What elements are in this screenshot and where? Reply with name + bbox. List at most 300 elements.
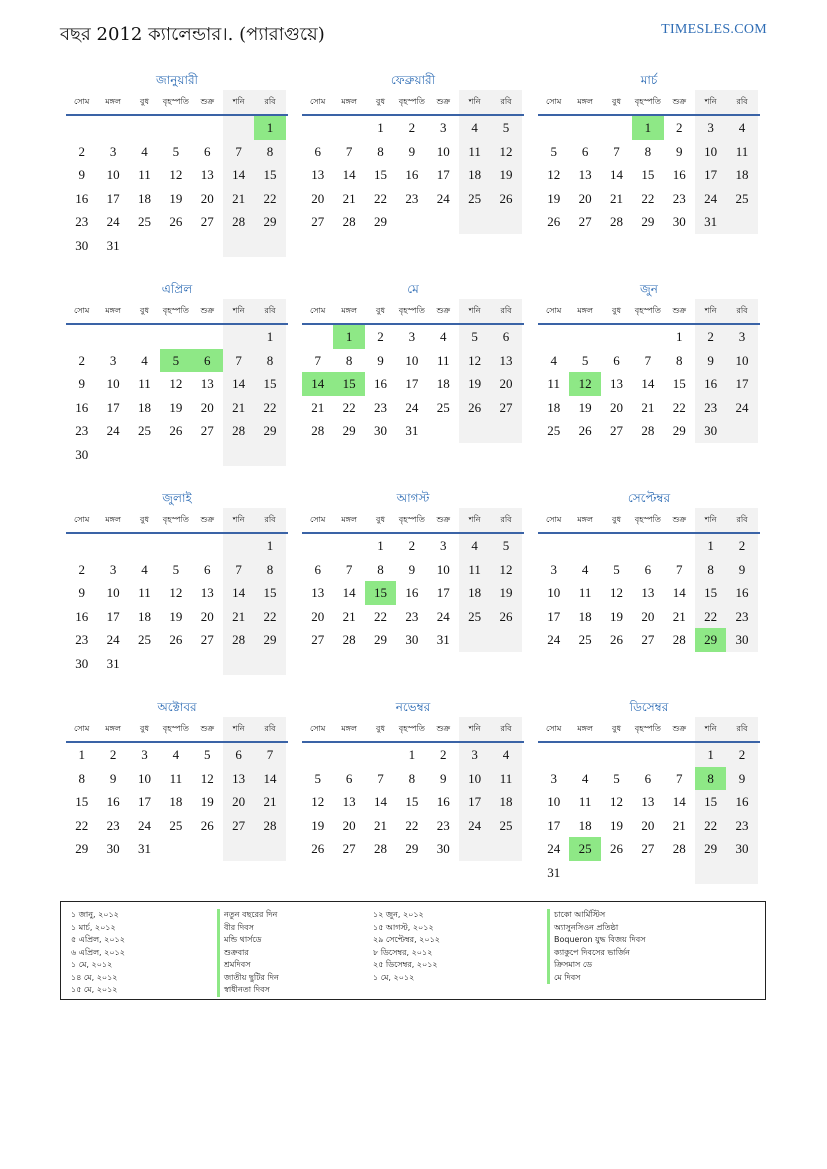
- month-name: মার্চ: [640, 73, 658, 87]
- day-cell: 12: [169, 585, 183, 600]
- day-cell: 31: [106, 237, 120, 253]
- day-cell: 18: [137, 399, 151, 415]
- day-cell: 22: [75, 817, 89, 833]
- day-cell: 2: [377, 329, 384, 344]
- day-cell: 30: [695, 419, 726, 443]
- empty-cell: [726, 419, 757, 443]
- day-cell: 30: [75, 446, 89, 462]
- day-cell: 30: [75, 237, 89, 253]
- month-calendar: [66, 70, 288, 257]
- day-cell: 10: [106, 376, 120, 391]
- day-cell: 14: [223, 581, 254, 605]
- day-cell: 1: [408, 747, 416, 762]
- day-cell: 20: [609, 399, 623, 415]
- holiday-day-cell: 1: [254, 116, 285, 140]
- day-cell: 19: [169, 190, 183, 206]
- day-cell: 16: [436, 794, 450, 809]
- day-cell: 8: [254, 558, 285, 582]
- day-cell: 20: [223, 790, 254, 814]
- day-cell: 19: [609, 817, 623, 833]
- day-cell: 29: [373, 632, 387, 647]
- empty-cell: [538, 325, 569, 349]
- weekday-label: শুক্র: [672, 724, 687, 733]
- day-cell: 1: [377, 538, 384, 553]
- day-cell: 20: [342, 817, 356, 833]
- weekday-label: রবি: [254, 508, 285, 532]
- weekday-label: বুধ: [140, 306, 149, 315]
- day-cell: 9: [408, 561, 416, 577]
- day-cell: 18: [137, 190, 151, 206]
- day-cell: 18: [490, 790, 521, 814]
- empty-cell: [459, 628, 490, 652]
- legend-names-left: [217, 909, 279, 997]
- day-cell: 8: [254, 140, 285, 164]
- day-cell: 16: [726, 790, 757, 814]
- day-cell: 30: [405, 632, 419, 647]
- day-cell: 11: [490, 767, 521, 791]
- day-cell: 29: [405, 841, 419, 856]
- empty-cell: [192, 837, 223, 861]
- day-cell: 24: [547, 632, 561, 647]
- day-cell: 5: [459, 325, 490, 349]
- day-cell: 4: [459, 534, 490, 558]
- day-cell: 7: [613, 143, 620, 159]
- day-cell: 26: [200, 817, 214, 833]
- empty-cell: [664, 743, 695, 767]
- day-cell: 17: [106, 608, 120, 624]
- weekday-header: [66, 90, 288, 116]
- empty-cell: [632, 325, 663, 349]
- day-cell: 28: [672, 632, 686, 647]
- weekday-header: [302, 90, 524, 116]
- month-calendar: [302, 488, 524, 652]
- day-cell: 12: [169, 167, 183, 182]
- weekday-label: শনি: [459, 90, 490, 114]
- day-cell: 15: [405, 794, 419, 809]
- day-cell: 15: [695, 790, 726, 814]
- day-cell: 29: [641, 214, 655, 229]
- weekday-label: বুধ: [376, 97, 385, 106]
- empty-cell: [664, 861, 695, 885]
- day-cell: 15: [254, 372, 285, 396]
- weekday-label: শনি: [695, 90, 726, 114]
- day-cell: 23: [672, 190, 686, 206]
- day-cell: 11: [138, 585, 151, 600]
- day-cell: 24: [137, 817, 151, 833]
- day-cell: 3: [459, 743, 490, 767]
- day-cell: 14: [373, 794, 387, 809]
- weekday-label: সোম: [310, 306, 326, 315]
- empty-cell: [459, 837, 490, 861]
- weekday-label: রবি: [490, 717, 521, 741]
- empty-cell: [333, 534, 364, 558]
- empty-cell: [365, 743, 396, 767]
- day-cell: 13: [311, 167, 325, 182]
- weekday-label: শনি: [695, 508, 726, 532]
- day-grid: [302, 743, 524, 861]
- day-cell: 8: [78, 770, 85, 786]
- day-cell: 11: [169, 770, 183, 786]
- day-cell: 29: [373, 214, 387, 229]
- day-cell: 6: [223, 743, 254, 767]
- day-cell: 28: [223, 419, 254, 443]
- weekday-label: শনি: [695, 717, 726, 741]
- day-cell: 4: [141, 561, 148, 577]
- day-cell: 14: [223, 372, 254, 396]
- day-cell: 10: [137, 770, 151, 786]
- legend-entry: চাকো আর্মিস্টিস: [547, 909, 645, 922]
- weekday-label: বৃহস্পতি: [398, 306, 425, 315]
- day-cell: 24: [726, 396, 757, 420]
- holiday-day-cell: 6: [192, 349, 223, 373]
- empty-cell: [601, 534, 632, 558]
- month-name: এপ্রিল: [161, 282, 193, 296]
- day-cell: 9: [109, 770, 117, 786]
- day-cell: 28: [254, 814, 285, 838]
- empty-cell: [192, 325, 223, 349]
- weekday-label: শুক্র: [436, 306, 451, 315]
- day-cell: 10: [106, 585, 120, 600]
- day-cell: 31: [405, 423, 419, 438]
- day-cell: 26: [169, 214, 183, 229]
- empty-cell: [569, 325, 600, 349]
- day-cell: 22: [695, 605, 726, 629]
- day-cell: 7: [676, 561, 683, 577]
- day-grid: [302, 116, 524, 234]
- weekday-header: [66, 717, 288, 743]
- day-cell: 27: [641, 632, 655, 647]
- day-cell: 4: [459, 116, 490, 140]
- day-cell: 27: [641, 841, 655, 856]
- day-cell: 27: [609, 423, 623, 438]
- month-name: নভেম্বর: [395, 700, 431, 714]
- day-cell: 19: [547, 190, 561, 206]
- day-cell: 2: [78, 143, 85, 159]
- empty-cell: [632, 743, 663, 767]
- weekday-label: বুধ: [140, 724, 149, 733]
- month-calendar: [538, 70, 760, 234]
- empty-cell: [302, 325, 333, 349]
- day-cell: 22: [373, 608, 387, 624]
- day-cell: 4: [581, 770, 589, 786]
- weekday-label: শুক্র: [672, 515, 687, 524]
- day-cell: 25: [459, 187, 490, 211]
- day-cell: 10: [106, 167, 120, 182]
- day-cell: 24: [106, 214, 120, 229]
- day-cell: 21: [223, 396, 254, 420]
- weekday-label: বৃহস্পতি: [398, 97, 425, 106]
- day-cell: 29: [695, 837, 726, 861]
- day-cell: 24: [459, 814, 490, 838]
- day-cell: 26: [490, 605, 521, 629]
- day-cell: 11: [436, 352, 450, 368]
- weekday-header: [538, 90, 760, 116]
- day-cell: 19: [459, 372, 490, 396]
- day-cell: 7: [644, 352, 652, 368]
- empty-cell: [726, 861, 757, 885]
- day-cell: 7: [345, 561, 353, 577]
- legend-entry: ক্যাকুপে দিবসের ভার্জিন: [547, 947, 645, 960]
- day-grid: [302, 325, 524, 443]
- weekday-header: [302, 508, 524, 534]
- day-cell: 23: [75, 214, 89, 229]
- empty-cell: [601, 743, 632, 767]
- weekday-label: মঙ্গল: [577, 306, 593, 315]
- day-cell: 5: [550, 143, 557, 159]
- empty-cell: [459, 419, 490, 443]
- legend-entry: ১ মে, ২০১২: [373, 972, 415, 982]
- weekday-label: রবি: [490, 508, 521, 532]
- empty-cell: [490, 628, 521, 652]
- day-cell: 7: [314, 352, 321, 368]
- day-grid: [66, 325, 288, 466]
- day-cell: 8: [345, 352, 353, 368]
- empty-cell: [160, 534, 191, 558]
- empty-cell: [302, 116, 333, 140]
- day-cell: 21: [311, 399, 325, 415]
- day-cell: 1: [695, 743, 726, 767]
- day-cell: 3: [109, 143, 117, 159]
- weekday-label: বৃহস্পতি: [634, 515, 661, 524]
- day-cell: 7: [377, 770, 384, 786]
- day-cell: 17: [106, 399, 120, 415]
- weekday-label: মঙ্গল: [105, 515, 121, 524]
- day-cell: 26: [169, 632, 183, 647]
- month-calendar: [302, 70, 524, 234]
- day-cell: 14: [641, 376, 655, 391]
- day-cell: 16: [75, 399, 89, 415]
- day-cell: 16: [373, 376, 387, 391]
- holiday-day-cell: 15: [365, 581, 396, 605]
- day-cell: 24: [106, 632, 120, 647]
- weekday-label: শনি: [459, 508, 490, 532]
- weekday-label: সোম: [546, 306, 562, 315]
- day-cell: 21: [342, 190, 356, 206]
- day-grid: [66, 116, 288, 257]
- day-cell: 4: [141, 352, 148, 368]
- empty-cell: [569, 116, 600, 140]
- holiday-day-cell: 5: [160, 349, 191, 373]
- day-cell: 19: [490, 581, 521, 605]
- weekday-header: [302, 717, 524, 743]
- holiday-day-cell: 1: [333, 325, 364, 349]
- day-cell: 25: [137, 214, 151, 229]
- empty-cell: [428, 210, 459, 234]
- day-cell: 3: [550, 561, 557, 577]
- day-cell: 25: [436, 399, 450, 415]
- weekday-label: সোম: [74, 515, 90, 524]
- day-cell: 3: [141, 747, 148, 762]
- day-cell: 14: [342, 585, 356, 600]
- day-cell: 21: [672, 817, 686, 833]
- day-cell: 6: [314, 561, 321, 577]
- day-cell: 29: [342, 423, 356, 438]
- weekday-label: বুধ: [376, 306, 385, 315]
- site-link[interactable]: TIMESLES.COM: [661, 22, 767, 37]
- day-cell: 19: [609, 608, 623, 624]
- day-cell: 31: [137, 841, 151, 856]
- empty-cell: [223, 837, 254, 861]
- day-cell: 22: [254, 396, 285, 420]
- day-cell: 10: [436, 143, 450, 159]
- empty-cell: [601, 861, 632, 885]
- day-cell: 16: [726, 581, 757, 605]
- day-cell: 20: [641, 608, 655, 624]
- day-cell: 25: [459, 605, 490, 629]
- day-cell: 28: [223, 210, 254, 234]
- day-cell: 12: [609, 585, 623, 600]
- day-cell: 9: [408, 143, 416, 159]
- weekday-label: শুক্র: [200, 97, 215, 106]
- month-calendar: [302, 279, 524, 443]
- day-cell: 17: [436, 167, 450, 182]
- empty-cell: [129, 325, 160, 349]
- day-cell: 24: [695, 187, 726, 211]
- day-cell: 18: [169, 794, 183, 809]
- day-cell: 24: [106, 423, 120, 438]
- weekday-label: রবি: [490, 299, 521, 323]
- day-cell: 8: [695, 558, 726, 582]
- weekday-header: [66, 508, 288, 534]
- day-cell: 25: [547, 423, 561, 438]
- day-cell: 20: [490, 372, 521, 396]
- day-cell: 26: [459, 396, 490, 420]
- month-name: আগস্ট: [396, 491, 430, 505]
- day-cell: 12: [169, 376, 183, 391]
- day-cell: 23: [373, 399, 387, 415]
- day-cell: 16: [75, 190, 89, 206]
- day-cell: 16: [405, 585, 419, 600]
- day-cell: 4: [581, 561, 589, 577]
- day-cell: 18: [726, 163, 757, 187]
- day-cell: 15: [254, 163, 285, 187]
- day-cell: 17: [547, 817, 561, 833]
- weekday-label: শনি: [459, 299, 490, 323]
- empty-cell: [538, 743, 569, 767]
- day-cell: 20: [311, 608, 325, 624]
- day-cell: 3: [408, 329, 416, 344]
- day-cell: 20: [200, 399, 214, 415]
- day-cell: 26: [311, 841, 325, 856]
- day-cell: 30: [75, 655, 89, 671]
- day-cell: 27: [311, 214, 325, 229]
- weekday-label: শুক্র: [200, 515, 215, 524]
- day-cell: 7: [676, 770, 683, 786]
- weekday-label: সোম: [310, 515, 326, 524]
- day-cell: 8: [408, 770, 416, 786]
- day-cell: 1: [254, 325, 285, 349]
- day-cell: 17: [726, 372, 757, 396]
- month-name: সেপ্টেম্বর: [627, 491, 671, 505]
- day-cell: 6: [581, 143, 589, 159]
- day-cell: 20: [200, 190, 214, 206]
- empty-cell: [254, 837, 285, 861]
- day-cell: 2: [726, 534, 757, 558]
- day-cell: 8: [254, 349, 285, 373]
- day-cell: 27: [200, 632, 214, 647]
- day-cell: 9: [726, 767, 757, 791]
- day-cell: 29: [254, 628, 285, 652]
- day-cell: 24: [405, 399, 419, 415]
- day-cell: 1: [78, 747, 85, 762]
- day-cell: 8: [676, 352, 683, 368]
- weekday-label: মঙ্গল: [577, 724, 593, 733]
- day-cell: 11: [459, 140, 490, 164]
- day-cell: 28: [223, 628, 254, 652]
- day-cell: 20: [641, 817, 655, 833]
- day-cell: 12: [311, 794, 325, 809]
- day-cell: 13: [641, 794, 655, 809]
- day-cell: 31: [547, 864, 561, 880]
- empty-cell: [192, 534, 223, 558]
- weekday-label: মঙ্গল: [341, 97, 357, 106]
- weekday-label: মঙ্গল: [105, 724, 121, 733]
- day-cell: 23: [75, 632, 89, 647]
- legend-entry: ৮ ডিসেম্বর, ২০১২: [373, 947, 433, 957]
- day-cell: 7: [223, 349, 254, 373]
- empty-cell: [223, 234, 254, 258]
- day-cell: 6: [314, 143, 321, 159]
- day-cell: 28: [342, 632, 356, 647]
- weekday-label: মঙ্গল: [341, 515, 357, 524]
- legend-entry: ১ মে, ২০১২: [71, 960, 113, 969]
- day-cell: 18: [459, 163, 490, 187]
- day-cell: 29: [254, 419, 285, 443]
- empty-cell: [129, 534, 160, 558]
- empty-cell: [254, 443, 285, 467]
- day-cell: 5: [581, 352, 589, 368]
- day-cell: 18: [578, 817, 592, 833]
- weekday-label: মঙ্গল: [105, 306, 121, 315]
- day-cell: 28: [641, 423, 655, 438]
- month-name: জুলাই: [162, 491, 192, 505]
- day-cell: 15: [75, 794, 89, 809]
- day-cell: 6: [644, 561, 652, 577]
- weekday-label: বুধ: [140, 515, 149, 524]
- day-cell: 28: [672, 841, 686, 856]
- day-cell: 3: [440, 120, 447, 135]
- day-cell: 25: [169, 817, 183, 833]
- day-cell: 6: [613, 352, 620, 368]
- day-cell: 23: [106, 817, 120, 833]
- day-cell: 6: [345, 770, 353, 786]
- day-cell: 6: [204, 561, 211, 577]
- empty-cell: [223, 443, 254, 467]
- day-cell: 2: [676, 120, 683, 135]
- day-cell: 15: [373, 167, 387, 182]
- day-cell: 13: [223, 767, 254, 791]
- month-name: জানুয়ারী: [156, 73, 198, 87]
- day-cell: 12: [547, 167, 561, 182]
- empty-cell: [302, 534, 333, 558]
- day-cell: 23: [405, 608, 419, 624]
- day-cell: 26: [609, 632, 623, 647]
- weekday-label: রবি: [490, 90, 521, 114]
- day-cell: 30: [726, 628, 757, 652]
- empty-cell: [160, 116, 191, 140]
- day-cell: 22: [695, 814, 726, 838]
- weekday-label: শুক্র: [200, 306, 215, 315]
- day-cell: 7: [223, 558, 254, 582]
- legend-entry: ৫ এপ্রিল, ২০১২: [71, 935, 125, 944]
- day-cell: 8: [644, 143, 652, 159]
- empty-cell: [160, 652, 191, 676]
- legend-entry: ১৫ মে, ২০১২: [71, 985, 118, 994]
- day-cell: 24: [547, 841, 561, 856]
- weekday-label: সোম: [310, 97, 326, 106]
- weekday-label: শুক্র: [436, 515, 451, 524]
- day-cell: 12: [200, 770, 214, 786]
